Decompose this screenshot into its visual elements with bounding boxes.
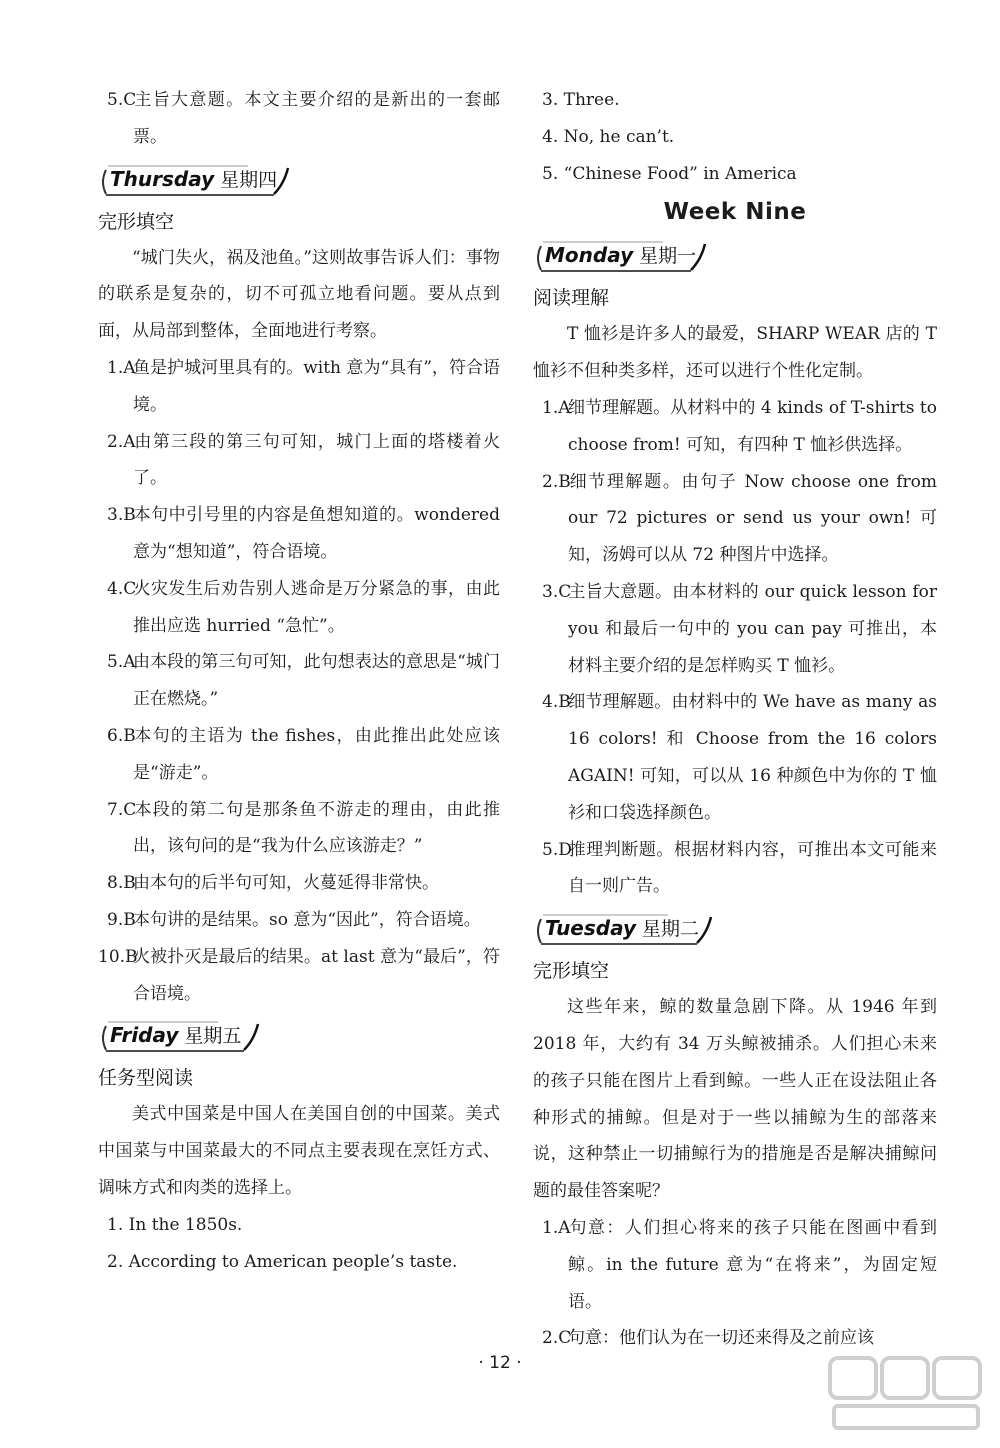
answer-number: 1.A [107, 357, 136, 378]
answer-text: 火灾发生后劝告别人逃命是万分紧急的事，由此推出应选 hurried “急忙”。 [133, 578, 500, 636]
answer-item [107, 644, 500, 718]
answer-number: 3.C [542, 581, 572, 602]
answer-number: 5.D [542, 839, 572, 860]
answer-number: 6.B [107, 725, 136, 746]
answer-number: 7.C [107, 799, 137, 820]
answer-item [98, 939, 500, 1013]
answer-text: 本句讲的是结果。so 意为“因此”，符合语境。 [133, 909, 481, 930]
answer-text: 由本段的第三句可知，此句想表达的意思是“城门正在燃烧。” [133, 652, 500, 710]
answer-text: 细节理解题。由句子 Now choose one from our 72 pictures or send us your own! 可知，汤姆可以从 72 种图片中选择。 [568, 471, 937, 566]
answer-number: 2.A [107, 431, 136, 452]
answer-number: 1.A [542, 397, 571, 418]
short-answer: 5. “Chinese Food” in America [542, 163, 797, 184]
answer-text: 句意：他们认为在一切还来得及之前应该 [568, 1328, 874, 1349]
short-answer: 1. In the 1850s. [107, 1214, 243, 1235]
passage-summary: “城门失火，祸及池鱼。”这则故事告诉人们：事物的联系是复杂的，切不可孤立地看问题。要从点到面，从局部到整体，全面地进行考察。 [98, 247, 500, 342]
answer-number: 8.B [107, 873, 136, 894]
answer-item [542, 832, 937, 906]
answer-text: 细节理解题。从材料中的 4 kinds of T-shirts to choose from! 可知，有四种 T 恤衫供选择。 [568, 397, 937, 455]
answer-item [107, 718, 500, 792]
answer-text: 火被扑灭是最后的结果。at last 意为“最后”，符合语境。 [133, 946, 500, 1004]
answer-item [542, 464, 937, 574]
day-header-thursday [98, 160, 500, 198]
short-answer: 3. Three. [542, 90, 620, 110]
answer-list [98, 350, 500, 1012]
answer-item [107, 424, 500, 498]
answer-item [542, 1210, 937, 1320]
answer-number: 10.B [98, 946, 138, 967]
day-name-cn: 星期一 [639, 245, 697, 268]
answer-item [107, 497, 500, 571]
answer-text: 推理判断题。根据材料内容，可推出本文可能来自一则广告。 [568, 839, 937, 897]
answer-item [107, 865, 500, 902]
section-heading-cloze: 完形填空 [533, 960, 610, 983]
day-name-en: Monday [545, 243, 634, 268]
day-header-monday [533, 236, 937, 274]
day-name-cn: 星期二 [642, 918, 700, 941]
answer-item [107, 792, 500, 866]
answer-number: 3.B [107, 505, 136, 526]
answer-number: 9.B [107, 909, 136, 930]
answer-number: 5.C [107, 90, 137, 110]
day-header-tuesday [533, 909, 937, 947]
answer-text: 鱼是护城河里具有的。with 意为“具有”，符合语境。 [133, 357, 500, 415]
answer-text: 细节理解题。由材料中的 We have as many as 16 colors! 和 Choose from the 16 colors AGAIN! 可知，可以从 16 种颜色中为你的 T 恤衫和口袋选择颜色。 [568, 692, 937, 823]
answer-text: 主旨大意题。本文主要介绍的是新出的一套邮票。 [133, 90, 500, 147]
passage-summary: 美式中国菜是中国人在美国自创的中国菜。美式中国菜与中国菜最大的不同点主要表现在烹饪方式、调味方式和肉类的选择上。 [98, 1104, 500, 1198]
answer-item [542, 574, 937, 684]
answer-item [107, 350, 500, 424]
answer-item [107, 571, 500, 645]
short-answer: 4. No, he can’t. [542, 126, 675, 147]
answer-number: 2.B [542, 471, 571, 492]
answer-number: 2.C [542, 1328, 572, 1349]
answer-item [542, 1320, 937, 1357]
day-name-en: Thursday [110, 166, 215, 191]
answer-item [107, 82, 500, 156]
answer-item [542, 684, 937, 831]
answer-item [542, 390, 937, 464]
answer-text: 主旨大意题。由本材料的 our quick lesson for you 和最后一句中的 you can pay 可推出，本材料主要介绍的是怎样购买 T 恤衫。 [568, 581, 937, 676]
answer-list [533, 390, 937, 905]
day-header-friday [98, 1016, 500, 1054]
answer-item [107, 902, 500, 939]
answer-number: 4.C [107, 578, 137, 599]
answer-text: 句意：人们担心将来的孩子只能在图画中看到鲸。in the future 意为“在将来”，为固定短语。 [568, 1217, 937, 1312]
right-column [533, 82, 937, 1357]
answer-number: 1.A [542, 1217, 571, 1238]
section-heading-cloze: 完形填空 [98, 210, 175, 233]
answer-number: 5.A [107, 652, 136, 673]
answer-text: 本句的主语为 the fishes，由此推出此处应该是“游走”。 [133, 725, 500, 783]
week-title: Week Nine [663, 199, 807, 226]
short-answer: 2. According to American people’s taste. [107, 1251, 458, 1272]
answer-text: 由本句的后半句可知，火蔓延得非常快。 [133, 873, 439, 894]
answer-list [533, 1210, 937, 1357]
day-name-en: Tuesday [545, 916, 637, 941]
left-column [98, 82, 500, 1280]
answer-text: 本句中引号里的内容是鱼想知道的。wondered 意为“想知道”，符合语境。 [133, 505, 500, 562]
page-number: · 12 · [478, 1353, 522, 1373]
passage-summary: 这些年来，鲸的数量急剧下降。从 1946 年到 2018 年，大约有 34 万头鲸被捕杀。人们担心未来的孩子只能在图片上看到鲸。一些人正在设法阻止各种形式的捕鲸。但是对于一些以捕鲸为生的部落来说，这种禁止一切捕鲸行为的措施是否是解决捕鲸问题的最佳答案呢？ [533, 997, 937, 1202]
watermark-logo-icon [826, 1354, 986, 1434]
day-name-cn: 星期四 [220, 168, 278, 191]
day-name-en: Friday [110, 1023, 179, 1048]
answer-number: 4.B [542, 692, 571, 713]
day-name-cn: 星期五 [184, 1025, 242, 1048]
answer-text: 本段的第二句是那条鱼不游走的理由，由此推出，该句问的是“我为什么应该游走？” [133, 799, 500, 857]
section-heading-reading: 阅读理解 [533, 287, 610, 310]
passage-summary: T 恤衫是许多人的最爱，SHARP WEAR 店的 T 恤衫不但种类多样，还可以进行个性化定制。 [533, 324, 937, 382]
answer-text: 由第三段的第三句可知，城门上面的塔楼着火了。 [133, 431, 500, 489]
section-heading-task-reading: 任务型阅读 [98, 1067, 194, 1090]
